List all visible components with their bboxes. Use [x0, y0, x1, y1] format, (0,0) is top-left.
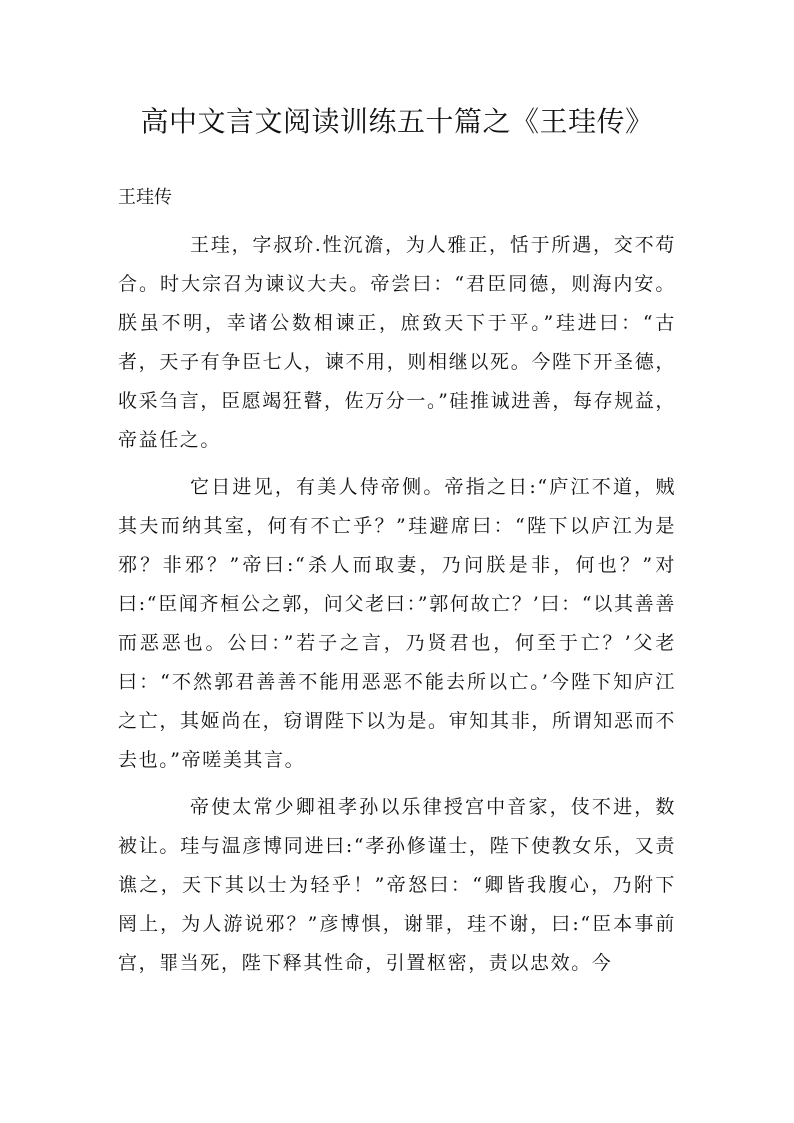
document-title: 高中文言文阅读训练五十篇之《王珪传》: [140, 105, 654, 138]
paragraph-1: 王珪，字叔玠.性沉澹，为人雅正，恬于所遇，交不苟合。时大宗召为谏议大夫。帝尝曰：“君臣同德，则海内安。朕虽不明，幸诸公数相谏正，庶致天下于平。”珪进曰：“古者，天子有争臣七人，谏不用，则相继以死。今陛下开圣德，收采刍言，臣愿竭狂瞽，佐万分一。”硅推诚进善，每存规益，帝益任之。: [118, 234, 677, 451]
paragraph-2: 它日进见，有美人侍帝侧。帝指之日:“庐江不道，贼其夫而纳其室，何有不亡乎？”珪避席曰：“陛下以庐江为是邪？非邪？”帝曰:“杀人而取妻，乃问朕是非，何也？”对曰:“臣闻齐桓公之郭，问父老曰：”郭何故亡？’曰：“以其善善而恶恶也。公曰：”若子之言，乃贤君也，何至于亡？’父老曰：“不然郭君善善不能用恶恶不能去所以亡。’今陛下知庐江之亡，其姬尚在，窃谓陛下以为是。审知其非，所谓知恶而不去也。”帝嗟美其言。: [118, 476, 676, 771]
body-text: [118, 226, 676, 983]
section-heading: 王珪传: [118, 187, 172, 208]
paragraph-3: 帝使太常少卿祖孝孙以乐律授宫中音家，伎不进，数被让。珪与温彦博同进曰:“孝孙修谨士，陛下使教女乐，又责谯之，天下其以士为轻乎！”帝怒曰：“卿皆我腹心，乃附下罔上，为人游说邪？”彦博惧，谢罪，珪不谢，曰:“臣本事前宫，罪当死，陛下释其性命，引置枢密，责以忠效。今: [118, 796, 676, 974]
